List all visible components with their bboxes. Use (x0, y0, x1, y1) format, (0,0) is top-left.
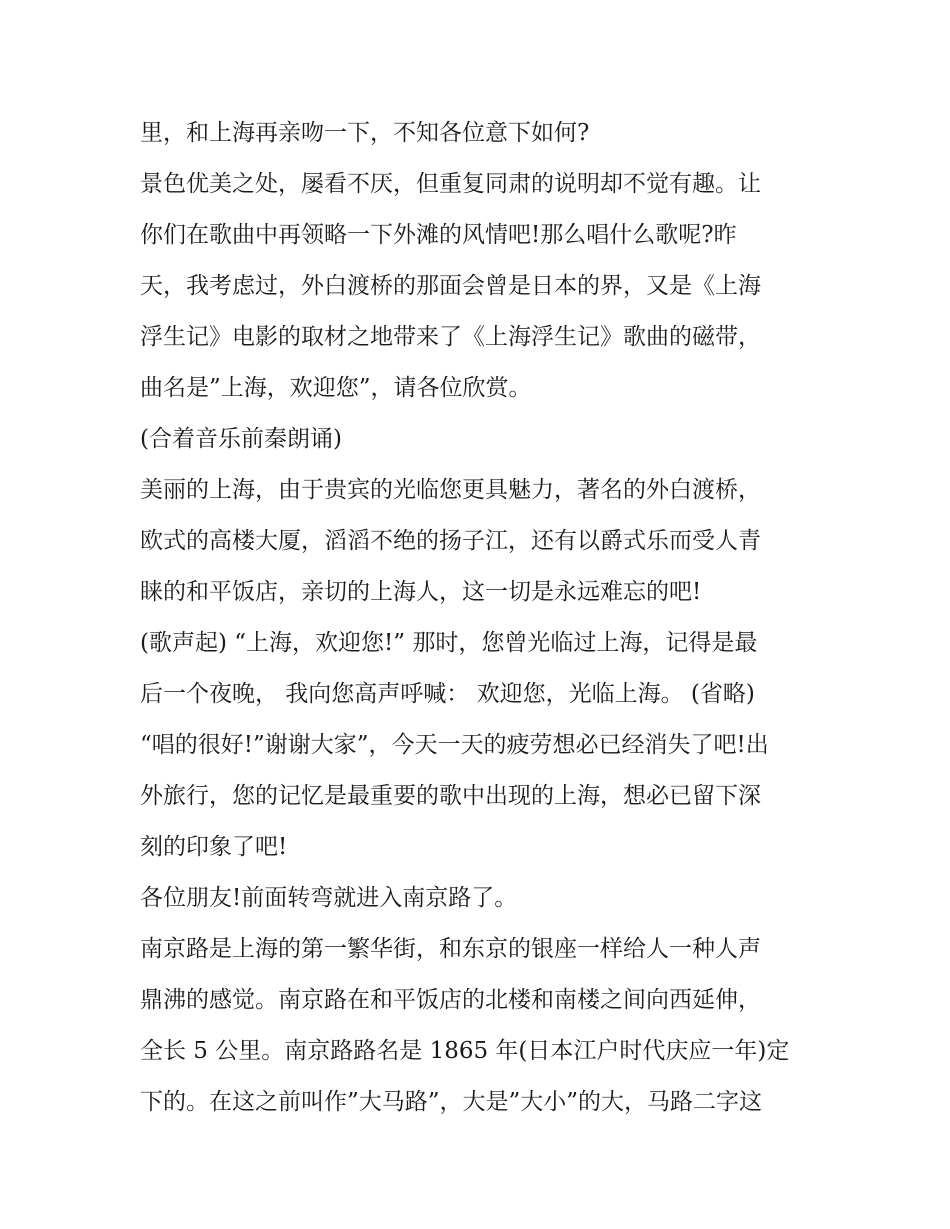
text-line: 浮生记》电影的取材之地带来了《上海浮生记》歌曲的磁带， (140, 324, 761, 350)
text-line: 欧式的高楼大厦，滔滔不绝的扬子江，还有以爵式乐而受人青 (140, 528, 761, 554)
text-line: 你们在歌曲中再领略一下外滩的风情吧!那么唱什么歌呢?昨 (140, 222, 737, 248)
text-line: 天，我考虑过，外白渡桥的那面会曾是日本的界，又是《上海 (140, 273, 761, 299)
text-line: 美丽的上海，由于贵宾的光临您更具魅力，著名的外白渡桥， (140, 477, 761, 503)
text-line: 外旅行，您的记忆是最重要的歌中出现的上海，想必已留下深 (140, 783, 761, 809)
text-line: 全长 5 公里。南京路路名是 1865 年(日本江户时代庆应一年)定 (140, 1038, 790, 1064)
text-line: (歌声起) “上海，欢迎您!” 那时，您曾光临过上海，记得是最 (140, 630, 758, 656)
text-line: 里，和上海再亲吻一下，不知各位意下如何? (140, 120, 590, 146)
text-line: (合着音乐前秦朗诵) (140, 426, 342, 452)
document-body (140, 108, 820, 1128)
text-line: 南京路是上海的第一繁华街，和东京的银座一样给人一种人声 (140, 936, 761, 962)
text-line: 睐的和平饭店，亲切的上海人，这一切是永远难忘的吧! (140, 579, 702, 605)
text-line: 刻的印象了吧! (140, 834, 288, 860)
text-line: 各位朋友!前面转弯就进入南京路了。 (140, 885, 518, 911)
text-line: 鼎沸的感觉。南京路在和平饭店的北楼和南楼之间向西延伸， (140, 987, 761, 1013)
text-line: “唱的很好!”谢谢大家”，今天一天的疲劳想必已经消失了吧!出 (140, 732, 769, 758)
text-line: 后一个夜晚， 我向您高声呼喊： 欢迎您，光临上海。 (省略) (140, 681, 755, 707)
text-line: 曲名是”上海，欢迎您”，请各位欣赏。 (140, 375, 532, 401)
text-line: 景色优美之处，屡看不厌，但重复同肃的说明却不觉有趣。让 (140, 171, 761, 197)
text-line: 下的。在这之前叫作”大马路”，大是”大小”的大，马路二字这 (140, 1089, 763, 1115)
